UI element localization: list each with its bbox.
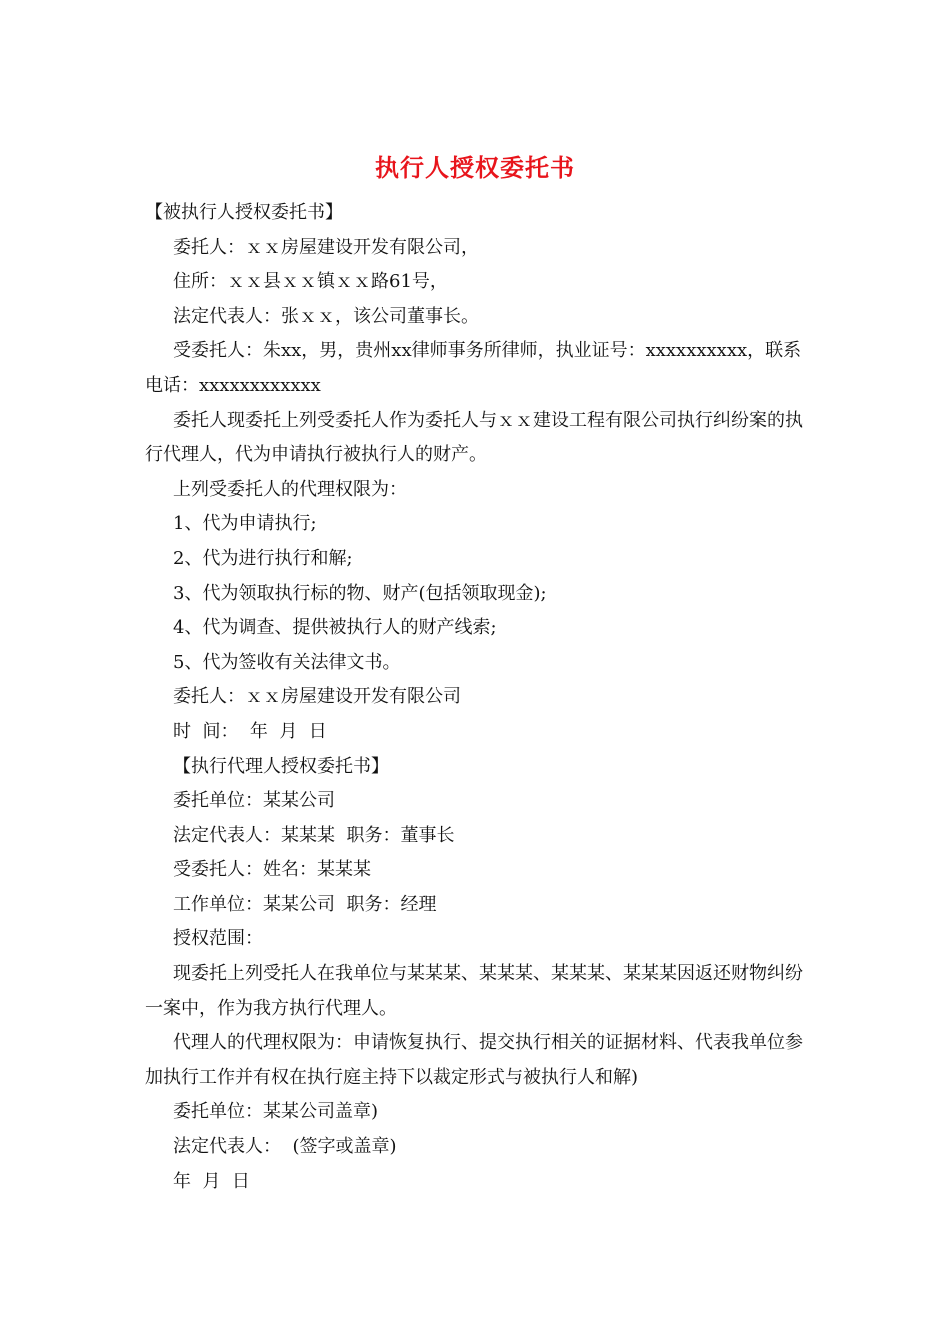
section1-agent: 受委托人：朱xx，男，贵州xx律师事务所律师，执业证号：xxxxxxxxxx，联系电话：xxxxxxxxxxxx <box>145 340 802 396</box>
section1-principal: 委托人：ｘｘ房屋建设开发有限公司， <box>173 236 479 258</box>
section2-agent-name: 受委托人：姓名：某某某 <box>173 859 371 881</box>
document-title: 执行人授权委托书 <box>375 153 575 182</box>
scope-item: 1、代为申请执行; <box>173 513 317 535</box>
section2-agent-work: 工作单位：某某公司 职务：经理 <box>173 893 437 915</box>
section1-address: 住所：ｘｘ县ｘｘ镇ｘｘ路61号， <box>173 271 448 293</box>
scope-item: 4、代为调查、提供被执行人的财产线索; <box>173 617 497 639</box>
section1-sign-time: 时 间： 年 月 日 <box>173 720 327 742</box>
section1-heading: 【被执行人授权委托书】 <box>145 202 343 223</box>
section2-principal-unit: 委托单位：某某公司 <box>173 790 335 812</box>
section2-legal-rep: 法定代表人：某某某 职务：董事长 <box>173 824 455 846</box>
section1-sign-principal: 委托人：ｘｘ房屋建设开发有限公司 <box>173 686 461 708</box>
section2-sign-date: 年 月 日 <box>173 1170 250 1192</box>
document-body <box>145 196 807 1199</box>
section2-heading: 【执行代理人授权委托书】 <box>173 755 389 777</box>
section1-legal-rep: 法定代表人：张ｘｘ，该公司董事长。 <box>173 305 479 327</box>
section1-scope-intro: 上列受委托人的代理权限为： <box>173 478 407 500</box>
section2-sign-unit: 委托单位：某某公司盖章) <box>173 1101 379 1123</box>
section2-scope-label: 授权范围： <box>173 928 263 950</box>
section1-statement: 委托人现委托上列受委托人作为委托人与ｘｘ建设工程有限公司执行纠纷案的执行代理人，代为申请执行被执行人的财产。 <box>145 409 803 466</box>
scope-item: 2、代为进行执行和解; <box>173 547 353 569</box>
section2-powers: 代理人的代理权限为：申请恢复执行、提交执行相关的证据材料、代表我单位参加执行工作并有权在执行庭主持下以裁定形式与被执行人和解) <box>145 1032 803 1088</box>
section2-sign-rep: 法定代表人： (签字或盖章) <box>173 1136 397 1158</box>
scope-item: 3、代为领取执行标的物、财产(包括领取现金); <box>173 582 547 604</box>
scope-item: 5、代为签收有关法律文书。 <box>173 651 401 673</box>
section2-statement: 现委托上列受托人在我单位与某某某、某某某、某某某、某某某因返还财物纠纷一案中，作为我方执行代理人。 <box>145 963 803 1019</box>
